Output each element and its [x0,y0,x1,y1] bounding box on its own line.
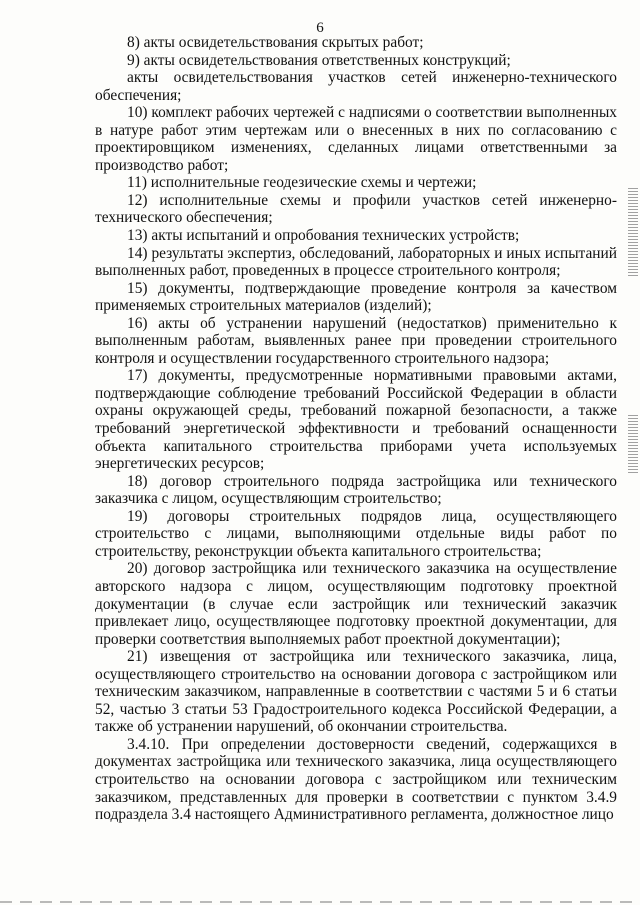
paragraph: 11) исполнительные геодезические схемы и чертежи; [127,174,477,192]
paragraph: 14) результаты экспертиз, обследований, лабораторных и иных испытаний выполненных работ, проведенных в процессе строительного контроля; [95,244,617,280]
paragraph: 3.4.10. При определении достоверности сведений, содержащихся в документах застройщика или технического заказчика, лица осуществляющего строительство на основании договора с застройщиком или техническим заказчиком, представленных для проверки в соответствии с пунктом 3.4.9 подраздела 3.4 настоящего Административного регламента, должностное лицо [95,735,617,824]
paragraph: 21) извещения от застройщика или технического заказчика, лица, осуществляющего строительство на основании договора с застройщиком или техническим заказчиком, направленные в соответствии с частями 5 и 6 статьи 52, частью 3 статьи 53 Градостроительного кодекса Российской Федерации, а также об устранении нарушений, об окончании строительства. [95,648,617,736]
paragraph: 9) акты освидетельствования ответственных конструкций; [127,51,511,69]
paragraph: 12) исполнительные схемы и профили участков сетей инженерно-технического обеспечения; [95,191,617,227]
scan-artifact [628,415,638,475]
paragraph: акты освидетельствования участков сетей инженерно-технического обеспечения; [95,69,617,104]
paragraph: 8) акты освидетельствования скрытых работ; [127,34,424,51]
paragraph: 20) договор застройщика или технического заказчика на осуществление авторского надзора с лицом, осуществляющим подготовку проектной документации (в случае если застройщик или технический заказчик привлекает лицо, осуществляющее подготовку проектной документации, для проверки соответствия выполняемых работ проектной документации); [95,560,617,648]
paragraph: 13) акты испытаний и опробования технических устройств; [127,227,520,245]
scan-artifact [0,901,640,903]
paragraph: 16) акты об устранении нарушений (недостатков) применительно к выполненным работам, выявленных ранее при проведении строительного контроля и осуществлении государственного строительного надзора; [95,314,617,367]
page-number: 6 [316,20,324,36]
paragraph: 19) договоры строительных подрядов лица, осуществляющего строительство с лицами, выполняющими отдельные виды работ по строительству, реконструкции объекта капитального строительства; [95,507,617,560]
document-body [95,34,617,824]
paragraph: 17) документы, предусмотренные нормативными правовыми актами, подтверждающие соблюдение требований Российской Федерации в области охраны окружающей среды, требований пожарной безопасности, а также требований энергетической эффективности и требований оснащенности объекта капитального строительства приборами учета используемых энергетических ресурсов; [95,367,617,473]
paragraph: 10) комплект рабочих чертежей с надписями о соответствии выполненных в натуре работ этим чертежам или о внесенных в них по согласованию с проектировщиком изменениях, сделанных лицами ответственными за производство работ; [95,104,617,174]
paragraph: 18) договор строительного подряда застройщика или технического заказчика с лицом, осуществляющим строительство; [95,472,617,508]
paragraph: 15) документы, подтверждающие проведение контроля за качеством применяемых строительных материалов (изделий); [95,279,617,315]
scan-artifact [628,188,638,278]
